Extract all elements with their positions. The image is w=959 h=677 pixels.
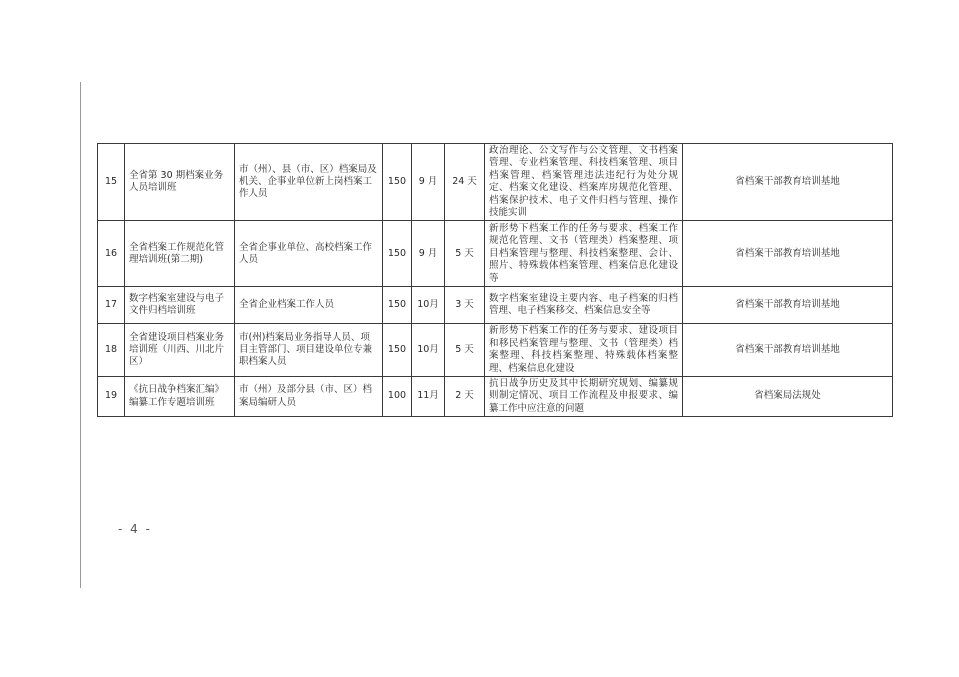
training-content: 新形势下档案工作的任务与要求、档案工作规范化管理、文书（管理类）档案整理、项目档案管理与整理、科技档案整理、会计、照片、特殊载体档案管理、档案信息化建设等 <box>485 221 683 287</box>
training-month: 11月 <box>412 377 445 417</box>
row-index: 17 <box>98 287 125 324</box>
course-name: 数字档案室建设与电子文件归档培训班 <box>125 287 235 324</box>
target-audience: 市(州)档案局业务指导人员、项目主管部门、项目建设单位专兼职档案人员 <box>235 324 383 377</box>
row-index: 18 <box>98 324 125 377</box>
table-row <box>98 144 893 221</box>
organizer: 省档案干部教育培训基地 <box>683 324 893 377</box>
target-audience: 全省企事业单位、高校档案工作人员 <box>235 221 383 287</box>
training-schedule-table <box>97 143 893 417</box>
row-index: 16 <box>98 221 125 287</box>
training-days: 24 天 <box>445 144 485 221</box>
table-row <box>98 287 893 324</box>
course-name: 《抗日战争档案汇编》编纂工作专题培训班 <box>125 377 235 417</box>
course-name: 全省第 30 期档案业务人员培训班 <box>125 144 235 221</box>
course-name: 全省建设项目档案业务培训班（川西、川北片区） <box>125 324 235 377</box>
training-content: 抗日战争历史及其中长期研究规划、编纂规则制定情况、项目工作流程及申报要求、编纂工作中应注意的问题 <box>485 377 683 417</box>
training-days: 5 天 <box>445 324 485 377</box>
course-name: 全省档案工作规范化管理培训班(第二期) <box>125 221 235 287</box>
target-audience: 市（州）、县（市、区）档案局及机关、企事业单位新上岗档案工作人员 <box>235 144 383 221</box>
row-index: 15 <box>98 144 125 221</box>
target-audience: 市（州）及部分县（市、区）档案局编研人员 <box>235 377 383 417</box>
training-month: 10月 <box>412 287 445 324</box>
organizer: 省档案干部教育培训基地 <box>683 221 893 287</box>
binding-line <box>80 82 81 588</box>
participant-count: 150 <box>383 324 412 377</box>
page-number: - 4 - <box>118 522 152 536</box>
table-row <box>98 377 893 417</box>
participant-count: 150 <box>383 144 412 221</box>
target-audience: 全省企业档案工作人员 <box>235 287 383 324</box>
participant-count: 100 <box>383 377 412 417</box>
training-month: 10月 <box>412 324 445 377</box>
training-month: 9 月 <box>412 144 445 221</box>
table-row <box>98 221 893 287</box>
participant-count: 150 <box>383 221 412 287</box>
training-month: 9 月 <box>412 221 445 287</box>
participant-count: 150 <box>383 287 412 324</box>
training-content: 政治理论、公文写作与公文管理、文书档案管理、专业档案管理、科技档案管理、项目档案管理、档案管理违法违纪行为处分规定、档案文化建设、档案库房规范化管理、档案保护技术、电子文件归档与管理、操作技能实训 <box>485 144 683 221</box>
row-index: 19 <box>98 377 125 417</box>
training-content: 数字档案室建设主要内容、电子档案的归档管理、电子档案移交、档案信息安全等 <box>485 287 683 324</box>
training-content: 新形势下档案工作的任务与要求、建设项目和移民档案管理与整理、文书（管理类）档案整理、科技档案整理、特殊载体档案整理、档案信息化建设 <box>485 324 683 377</box>
organizer: 省档案干部教育培训基地 <box>683 144 893 221</box>
training-days: 2 天 <box>445 377 485 417</box>
training-days: 3 天 <box>445 287 485 324</box>
organizer: 省档案局法规处 <box>683 377 893 417</box>
training-days: 5 天 <box>445 221 485 287</box>
organizer: 省档案干部教育培训基地 <box>683 287 893 324</box>
table-row <box>98 324 893 377</box>
